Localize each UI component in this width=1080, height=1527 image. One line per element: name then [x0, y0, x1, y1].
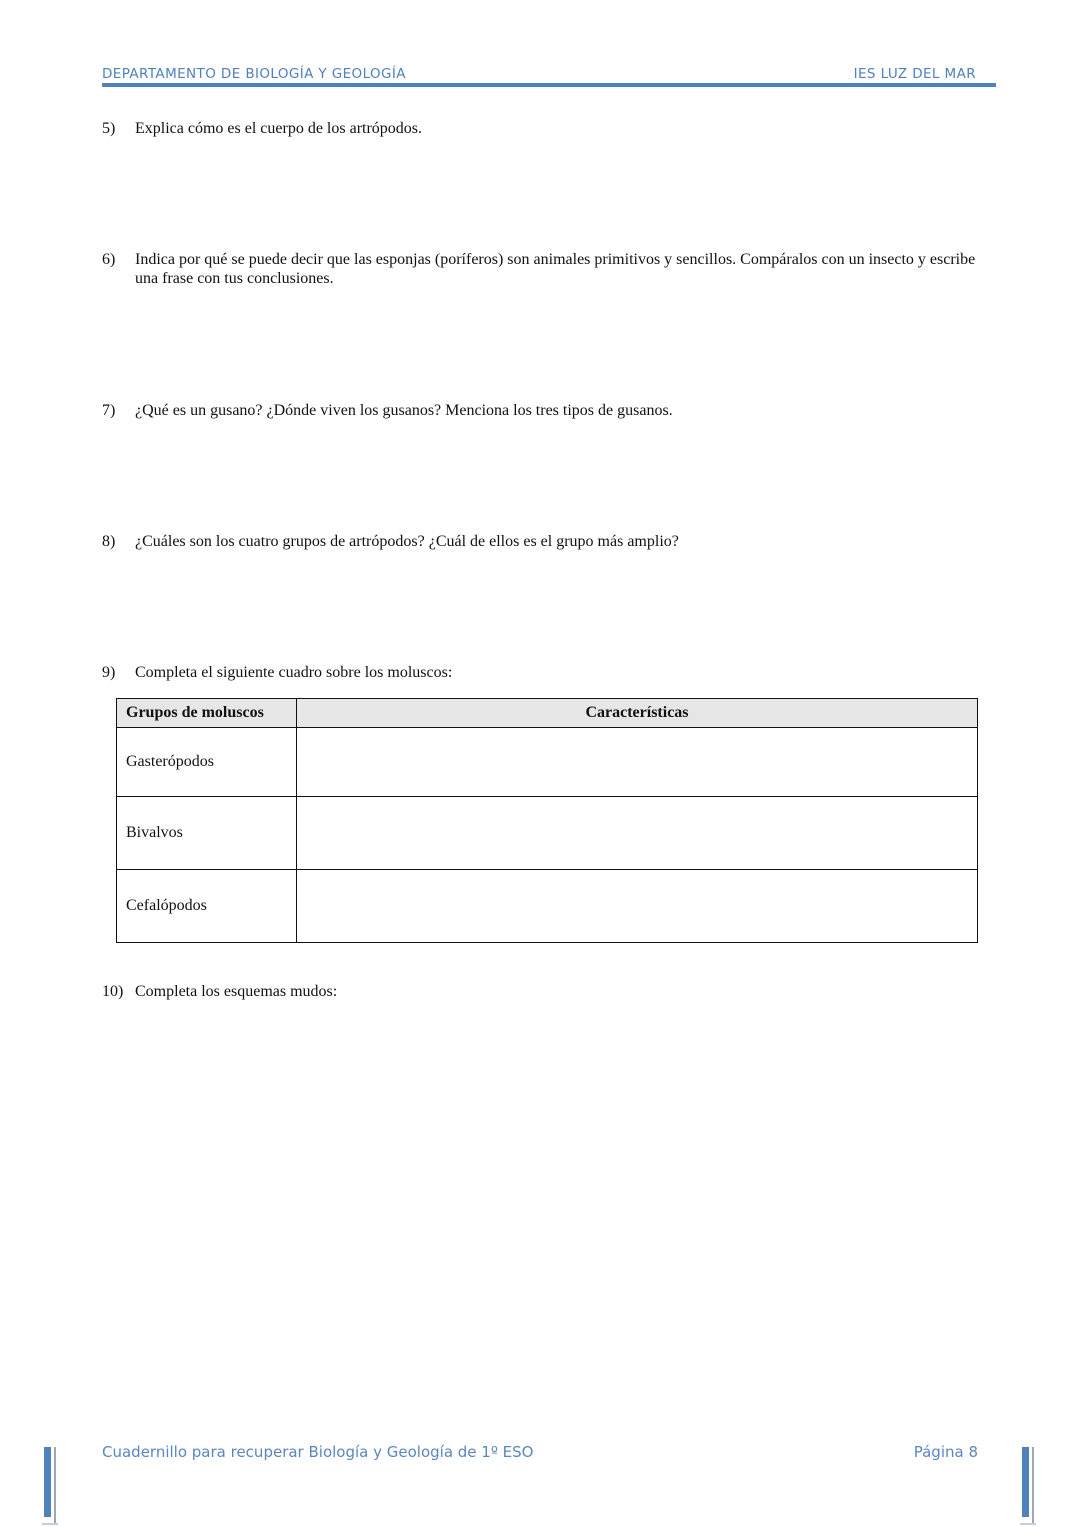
header-rule — [102, 83, 996, 87]
column-header-groups: Grupos de moluscos — [117, 699, 297, 728]
table-row — [117, 797, 978, 870]
question-10 — [102, 982, 982, 1001]
group-cell: Gasterópodos — [117, 728, 297, 797]
question-number: 8) — [102, 533, 116, 550]
question-9 — [102, 663, 982, 682]
question-6 — [102, 250, 982, 288]
characteristics-cell[interactable] — [297, 797, 978, 870]
question-text: Completa el siguiente cuadro sobre los moluscos: — [135, 664, 453, 681]
group-cell: Cefalópodos — [117, 870, 297, 943]
footer-bar-left — [42, 1447, 58, 1525]
question-text: Indica por qué se puede decir que las esponjas (poríferos) son animales primitivos y sencillos. Compáralos con un insecto y escribe una frase con tus conclusiones. — [135, 251, 976, 287]
column-header-characteristics: Características — [297, 699, 978, 728]
question-8 — [102, 532, 982, 551]
table-row — [117, 728, 978, 797]
question-number: 9) — [102, 664, 116, 681]
characteristics-cell[interactable] — [297, 870, 978, 943]
question-text: ¿Cuáles son los cuatro grupos de artrópodos? ¿Cuál de ellos es el grupo más amplio? — [135, 533, 679, 550]
question-number: 10) — [102, 983, 124, 1000]
department-name: DEPARTAMENTO DE BIOLOGÍA Y GEOLOGÍA — [102, 66, 406, 82]
table-header-row — [117, 699, 978, 728]
school-name: IES LUZ DEL MAR — [853, 66, 976, 82]
characteristics-cell[interactable] — [297, 728, 978, 797]
question-7 — [102, 401, 982, 420]
table-row — [117, 870, 978, 943]
page-footer — [102, 1443, 978, 1467]
footer-title: Cuadernillo para recuperar Biología y Geología de 1º ESO — [102, 1443, 534, 1461]
question-number: 7) — [102, 402, 116, 419]
question-5 — [102, 119, 982, 138]
question-text: Completa los esquemas mudos: — [135, 983, 338, 1000]
question-text: Explica cómo es el cuerpo de los artrópodos. — [135, 120, 423, 137]
question-number: 6) — [102, 251, 116, 268]
question-number: 5) — [102, 120, 116, 137]
question-text: ¿Qué es un gusano? ¿Dónde viven los gusanos? Menciona los tres tipos de gusanos. — [135, 402, 673, 419]
footer-bar-right — [1020, 1447, 1036, 1525]
molluscs-table — [116, 698, 978, 943]
group-cell: Bivalvos — [117, 797, 297, 870]
page-header — [102, 66, 996, 88]
page-number: Página 8 — [913, 1443, 978, 1461]
